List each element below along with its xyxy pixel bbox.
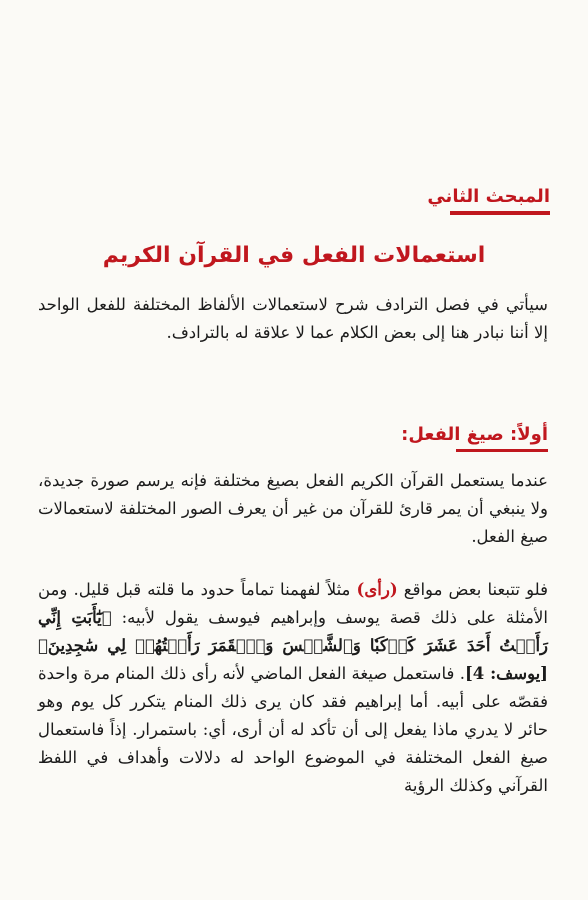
section-label: المبحث الثاني bbox=[427, 186, 550, 213]
highlighted-verb: (رأى) bbox=[356, 580, 398, 599]
quran-verse: ﴿يَٰٓأَبَتِ إِنِّي رَأَيۡتُ أَحَدَ عَشَرَ كَوۡكَبٗا وَٱلشَّمۡسَ وَٱلۡقَمَرَ رَأَيۡتُهُمۡ لِي سَٰجِدِينَ﴾ bbox=[38, 608, 548, 655]
chapter-title: استعمالات الفعل في القرآن الكريم bbox=[102, 243, 486, 268]
text-segment: مثلاً لفهمنا تماماً حدود ما قلته قبل قليل. ومن الأمثلة على ذلك قصة يوسف وإبراهيم فيوسف يقول لأبيه: bbox=[38, 580, 548, 627]
text-segment: . فاستعمل صيغة الفعل الماضي لأنه رأى ذلك المنام مرة واحدة فقصّه على أبيه. أما إبراهيم فقد كان يرى ذلك المنام يتكرر كل يوم وهو حائر لا يدري ماذا يفعل إلى أن تأكد له أن أرى، أي: باستمرار. إذاً فاستعمال صيغ الفعل المختلفة في الموضوع الواحد له دلالات وأهداف في اللفظ القرآني وكذلك الرؤية bbox=[38, 664, 548, 795]
paragraph-example-text bbox=[38, 576, 548, 800]
subheading-verb-forms: أولاً: صيغ الفعل: bbox=[401, 424, 548, 451]
intro-paragraph-text: سيأتي في فصل الترادف شرح لاستعمالات الألفاظ المختلفة للفعل الواحد إلا أننا نبادر هنا إلى بعض الكلام عما لا علاقة له بالترادف. bbox=[38, 295, 548, 342]
text-segment: فلو تتبعنا بعض مواقع bbox=[397, 580, 548, 599]
paragraph-example bbox=[38, 576, 548, 800]
verse-citation: [يوسف: 4] bbox=[464, 664, 548, 683]
paragraph-verb-forms bbox=[38, 467, 548, 551]
intro-paragraph bbox=[38, 291, 548, 347]
paragraph-verb-forms-text: عندما يستعمل القرآن الكريم الفعل بصيغ مختلفة فإنه يرسم صورة جديدة، ولا ينبغي أن يمر قارئ للقرآن من غير أن يعرف الصور المختلفة لاستعمالات صيغ الفعل. bbox=[38, 471, 548, 546]
